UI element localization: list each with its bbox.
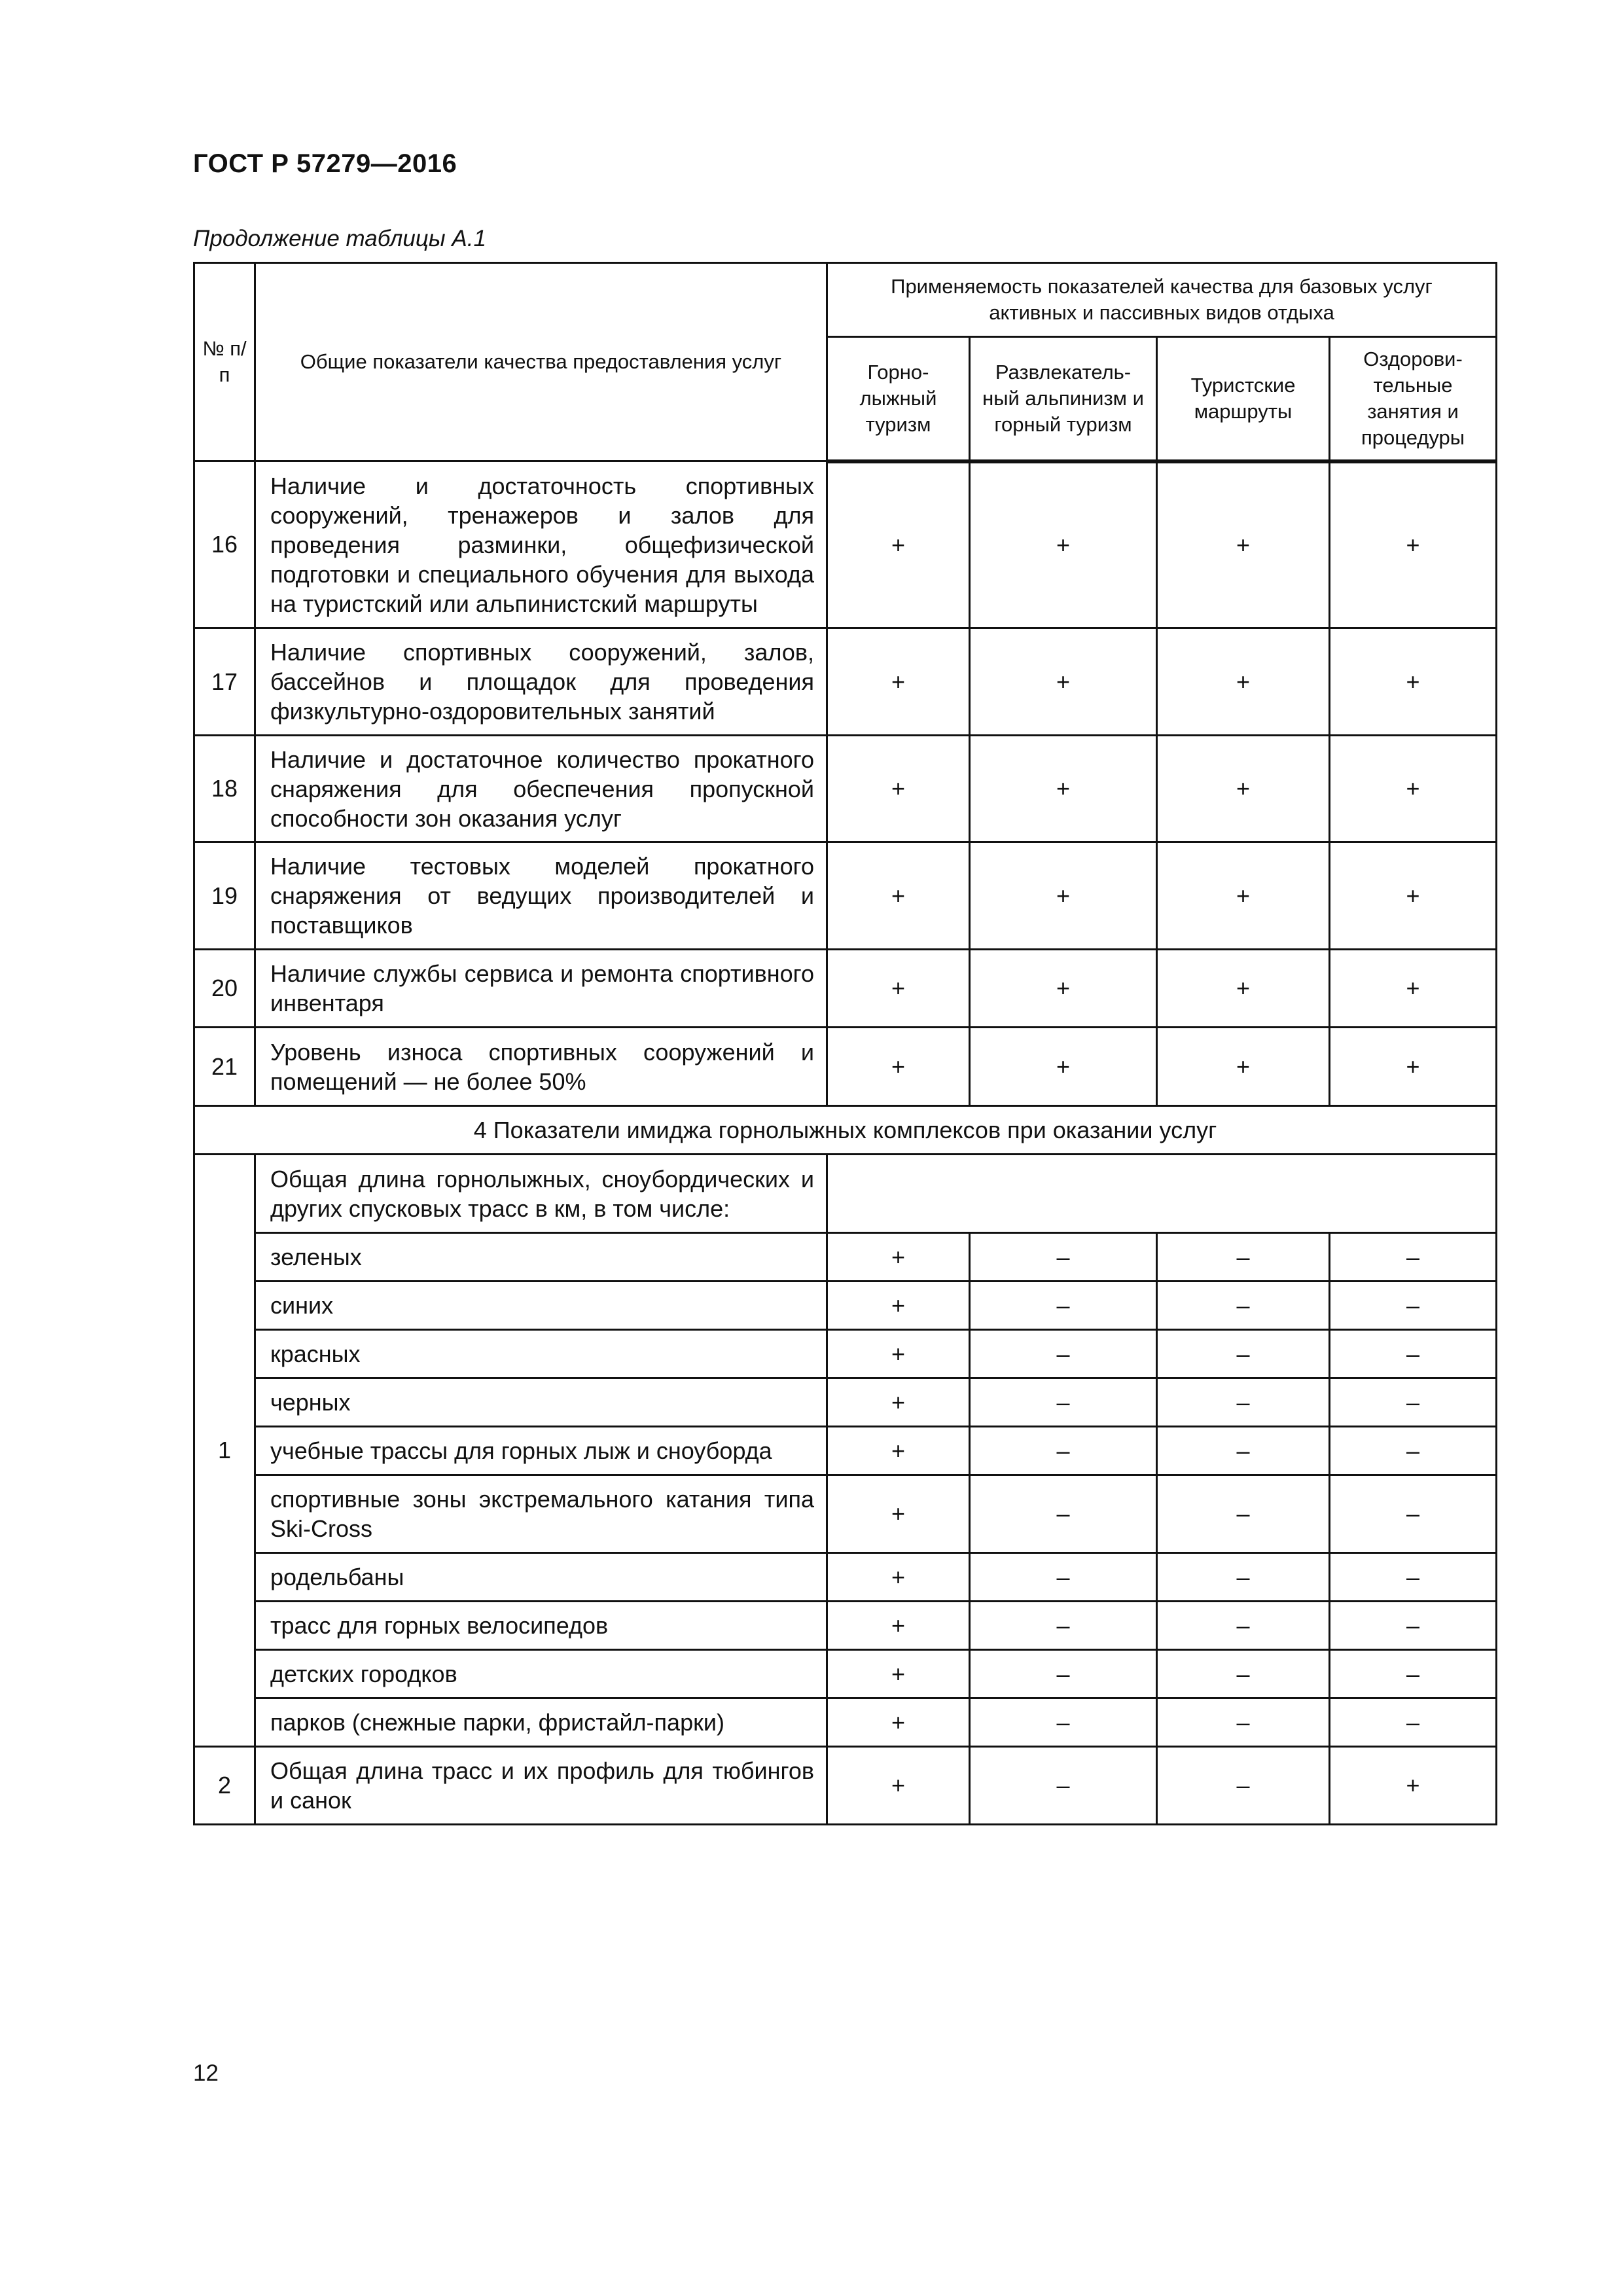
cell-routes-mark: –: [1157, 1747, 1330, 1825]
cell-health-mark: –: [1330, 1553, 1497, 1602]
cell-routes-mark: –: [1157, 1282, 1330, 1330]
col-ski-tourism-header: Горно-лыжный туризм: [827, 337, 970, 461]
cell-ski-mark: +: [827, 736, 970, 842]
cell-ski-mark: +: [827, 1553, 970, 1602]
row-number: 16: [194, 461, 255, 628]
applicability-group-header: Применяемость показателей качества для базовых услуг активных и пассивных видов отдыха: [827, 263, 1497, 337]
cell-ski-mark: +: [827, 628, 970, 736]
cell-ski-mark: +: [827, 1233, 970, 1282]
cell-ski-mark: +: [827, 1698, 970, 1747]
sub-item-text: зеленых: [255, 1233, 827, 1282]
cell-alpinism-mark: +: [970, 950, 1157, 1028]
cell-routes-mark: –: [1157, 1330, 1330, 1378]
sub-item-text: трасс для горных велосипедов: [255, 1602, 827, 1650]
table-row: [194, 1155, 1497, 1233]
table-row: [194, 1378, 1497, 1427]
sub-item-text: детских городков: [255, 1650, 827, 1698]
cell-alpinism-mark: –: [970, 1233, 1157, 1282]
cell-health-mark: –: [1330, 1650, 1497, 1698]
row-indicator-text: Общая длина трасс и их профиль для тюбингов и санок: [255, 1747, 827, 1825]
group-title-text: Общая длина горнолыжных, сноубордических и других спусковых трасс в км, в том числе:: [255, 1155, 827, 1233]
table-row: [194, 842, 1497, 950]
table-row: [194, 1475, 1497, 1553]
table-row: [194, 736, 1497, 842]
table-row: [194, 1330, 1497, 1378]
cell-ski-mark: +: [827, 842, 970, 950]
cell-alpinism-mark: –: [970, 1698, 1157, 1747]
cell-health-mark: –: [1330, 1602, 1497, 1650]
cell-health-mark: –: [1330, 1378, 1497, 1427]
row-number: 21: [194, 1028, 255, 1106]
sub-item-text: родельбаны: [255, 1553, 827, 1602]
cell-routes-mark: –: [1157, 1378, 1330, 1427]
row-indicator-text: Уровень износа спортивных сооружений и помещений — не более 50%: [255, 1028, 827, 1106]
cell-ski-mark: +: [827, 950, 970, 1028]
cell-routes-mark: –: [1157, 1698, 1330, 1747]
cell-health-mark: +: [1330, 1028, 1497, 1106]
table-row: [194, 1698, 1497, 1747]
cell-routes-mark: –: [1157, 1602, 1330, 1650]
cell-alpinism-mark: –: [970, 1330, 1157, 1378]
sub-item-text: парков (снежные парки, фристайл-парки): [255, 1698, 827, 1747]
cell-routes-mark: –: [1157, 1475, 1330, 1553]
row-number: 1: [194, 1155, 255, 1747]
quality-indicators-table: [193, 262, 1497, 1825]
cell-health-mark: +: [1330, 842, 1497, 950]
cell-alpinism-mark: +: [970, 736, 1157, 842]
cell-ski-mark: +: [827, 1602, 970, 1650]
table-row: [194, 1282, 1497, 1330]
cell-health-mark: –: [1330, 1233, 1497, 1282]
table-row: [194, 950, 1497, 1028]
cell-ski-mark: +: [827, 461, 970, 628]
cell-routes-mark: +: [1157, 736, 1330, 842]
sub-item-text: красных: [255, 1330, 827, 1378]
cell-ski-mark: +: [827, 1427, 970, 1475]
row-number: 17: [194, 628, 255, 736]
cell-alpinism-mark: +: [970, 461, 1157, 628]
cell-routes-mark: –: [1157, 1650, 1330, 1698]
row-indicator-text: Наличие и достаточное количество прокатного снаряжения для обеспечения пропускной способности зон оказания услуг: [255, 736, 827, 842]
cell-health-mark: +: [1330, 1747, 1497, 1825]
row-indicator-text: Наличие спортивных сооружений, залов, бассейнов и площадок для проведения физкультурно-оздоровительных занятий: [255, 628, 827, 736]
cell-routes-mark: +: [1157, 628, 1330, 736]
cell-ski-mark: +: [827, 1747, 970, 1825]
table-row: [194, 1028, 1497, 1106]
table-row: [194, 1553, 1497, 1602]
row-indicator-text: Наличие службы сервиса и ремонта спортивного инвентаря: [255, 950, 827, 1028]
cell-health-mark: +: [1330, 461, 1497, 628]
table-row: [194, 1233, 1497, 1282]
table-row: [194, 1427, 1497, 1475]
table-row: [194, 1747, 1497, 1825]
cell-routes-mark: +: [1157, 461, 1330, 628]
col-alpinism-header: Развлекатель-ный альпинизм и горный туризм: [970, 337, 1157, 461]
sub-item-text: черных: [255, 1378, 827, 1427]
table-row: [194, 461, 1497, 628]
cell-alpinism-mark: –: [970, 1602, 1157, 1650]
cell-health-mark: –: [1330, 1475, 1497, 1553]
cell-health-mark: –: [1330, 1330, 1497, 1378]
table-row: [194, 1650, 1497, 1698]
sub-item-text: учебные трассы для горных лыж и сноуборда: [255, 1427, 827, 1475]
cell-ski-mark: +: [827, 1282, 970, 1330]
cell-alpinism-mark: –: [970, 1475, 1157, 1553]
cell-alpinism-mark: –: [970, 1747, 1157, 1825]
cell-alpinism-mark: –: [970, 1282, 1157, 1330]
row-number: 2: [194, 1747, 255, 1825]
section-title: 4 Показатели имиджа горнолыжных комплексов при оказании услуг: [194, 1106, 1497, 1155]
cell-alpinism-mark: +: [970, 842, 1157, 950]
page-number: 12: [193, 2060, 219, 2086]
cell-ski-mark: +: [827, 1475, 970, 1553]
cell-ski-mark: +: [827, 1028, 970, 1106]
group-title-empty-cell: [827, 1155, 1497, 1233]
col-number-header: № п/п: [194, 263, 255, 461]
cell-alpinism-mark: +: [970, 1028, 1157, 1106]
cell-alpinism-mark: –: [970, 1650, 1157, 1698]
row-number: 20: [194, 950, 255, 1028]
cell-routes-mark: +: [1157, 1028, 1330, 1106]
cell-routes-mark: –: [1157, 1233, 1330, 1282]
table-continuation-caption: Продолжение таблицы А.1: [193, 226, 486, 251]
section-row: [194, 1106, 1497, 1155]
cell-routes-mark: –: [1157, 1427, 1330, 1475]
cell-alpinism-mark: +: [970, 628, 1157, 736]
col-health-procedures-header: Оздорови-тельные занятия и процедуры: [1330, 337, 1497, 461]
sub-item-text: спортивные зоны экстремального катания типа Ski-Cross: [255, 1475, 827, 1553]
cell-routes-mark: –: [1157, 1553, 1330, 1602]
cell-health-mark: –: [1330, 1282, 1497, 1330]
row-indicator-text: Наличие тестовых моделей прокатного снаряжения от ведущих производителей и поставщиков: [255, 842, 827, 950]
cell-ski-mark: +: [827, 1330, 970, 1378]
cell-ski-mark: +: [827, 1378, 970, 1427]
cell-health-mark: +: [1330, 628, 1497, 736]
cell-health-mark: –: [1330, 1698, 1497, 1747]
cell-alpinism-mark: –: [970, 1553, 1157, 1602]
cell-health-mark: –: [1330, 1427, 1497, 1475]
cell-alpinism-mark: –: [970, 1427, 1157, 1475]
table-row: [194, 628, 1497, 736]
cell-alpinism-mark: –: [970, 1378, 1157, 1427]
cell-ski-mark: +: [827, 1650, 970, 1698]
row-indicator-text: Наличие и достаточность спортивных сооружений, тренажеров и залов для проведения разминки, общефизической подготовки и специального обучения для выхода на туристский или альпинистский маршруты: [255, 461, 827, 628]
cell-routes-mark: +: [1157, 842, 1330, 950]
row-number: 18: [194, 736, 255, 842]
table-row: [194, 1602, 1497, 1650]
row-number: 19: [194, 842, 255, 950]
col-general-indicators-header: Общие показатели качества предоставления услуг: [255, 263, 827, 461]
cell-health-mark: +: [1330, 950, 1497, 1028]
cell-routes-mark: +: [1157, 950, 1330, 1028]
cell-health-mark: +: [1330, 736, 1497, 842]
document-code: ГОСТ Р 57279—2016: [193, 149, 457, 178]
sub-item-text: синих: [255, 1282, 827, 1330]
col-tourist-routes-header: Туристские маршруты: [1157, 337, 1330, 461]
